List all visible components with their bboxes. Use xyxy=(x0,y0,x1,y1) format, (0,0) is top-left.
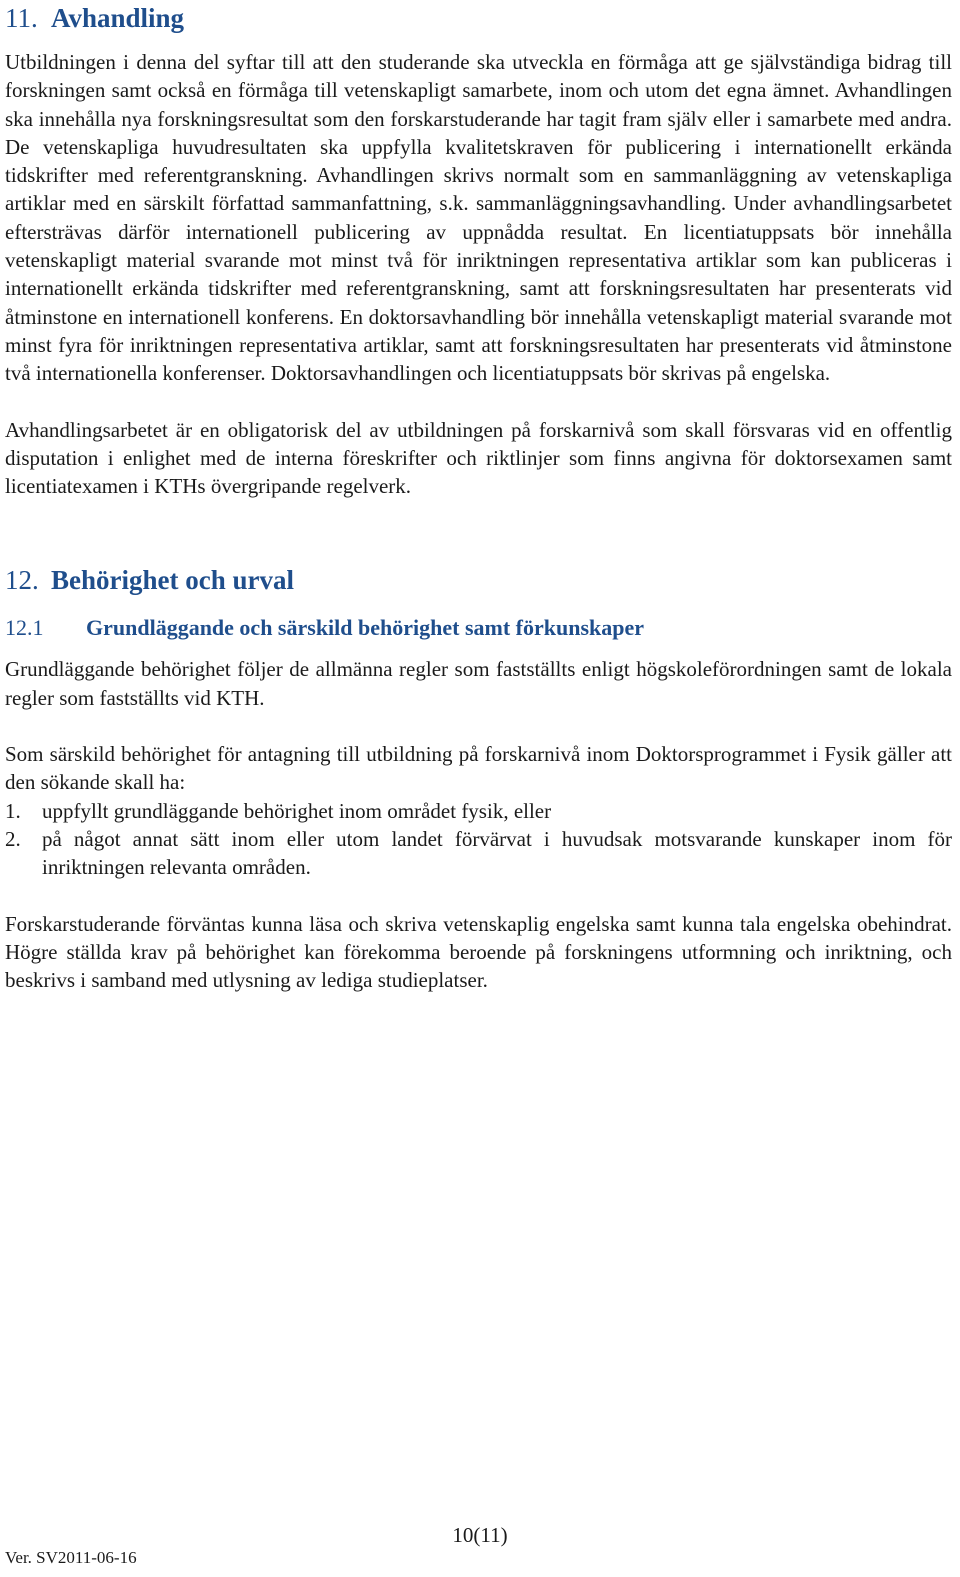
section-title: Avhandling xyxy=(51,3,185,33)
section-number: 12. xyxy=(5,565,39,596)
section-number: 11. xyxy=(5,3,38,33)
paragraph-sarskild: Som särskild behörighet för antagning till utbildning på forskarnivå inom Doktorsprogrammet i Fysik gäller att den sökande skall ha: xyxy=(5,742,952,795)
section-11-heading xyxy=(5,2,952,38)
list-marker: 1. xyxy=(5,798,21,823)
paragraph-avhandling-1: Utbildningen i denna del syftar till att den studerande ska utveckla en förmåga att ge självständiga bidrag till forskningen samt också en förmåga till vetenskapligt samarbete, inom och utom det egna ämnet. Avhandlingen ska innehålla nya forskningsresultat som den forskarstuderande har tagit fram själv eller i samarbete med andra. De vetenskapliga huvudresultaten ska uppfylla kvalitetskraven för publicering i internationellt erkända tidskrifter med referentgranskning. Avhandlingen skrivs normalt som en sammanläggning av vetenskapliga artiklar med en särskilt författad sammanfattning, s.k. sammanläggningsavhandling. Under avhandlingsarbetet eftersträvas därför internationell publicering av uppnådda resultat. En licentiatuppsats bör innehålla vetenskapligt material svarande mot minst två för inriktningen representativa artiklar som kan publiceras i internationellt erkända tidskrifter med referentgranskning, samt att forskningsresultaten har presenterats vid åtminstone en internationell konferens. En doktorsavhandling bör innehålla vetenskapligt material svarande mot minst fyra för inriktningen representativa artiklar, samt att forskningsresultaten har presenterats vid åtminstone två internationella konferenser. Doktorsavhandlingen och licentiatuppsats bör skrivas på engelska. xyxy=(5,50,952,386)
document-page xyxy=(5,0,952,994)
list-item-text: uppfyllt grundläggande behörighet inom området fysik, eller xyxy=(42,798,552,823)
requirements-list xyxy=(5,797,952,882)
subsection-title: Grundläggande och särskild behörighet samt förkunskaper xyxy=(86,615,645,641)
list-marker: 2. xyxy=(5,826,21,851)
subsection-12-1-heading xyxy=(5,614,952,642)
paragraph-avhandling-2: Avhandlingsarbetet är en obligatorisk del av utbildningen på forskarnivå som skall försvaras vid en offentlig disputation i enlighet med de interna föreskrifter och riktlinjer som finns angivna för doktorsexamen samt licentiatexamen i KTHs övergripande regelverk. xyxy=(5,417,952,499)
list-item-text: på något annat sätt inom eller utom landet förvärvat i huvudsak motsvarande kunskaper inom för inriktningen relevanta områden. xyxy=(42,826,952,880)
list-item xyxy=(5,797,952,825)
section-12-heading xyxy=(5,564,952,600)
paragraph-engelska: Forskarstuderande förväntas kunna läsa och skriva vetenskaplig engelska samt kunna tala engelska obehindrat. Högre ställda krav på behörighet kan förekomma beroende på forskningens utformning och inriktning, och beskrivs i samband med utlysning av lediga studieplatser. xyxy=(5,911,952,993)
subsection-number: 12.1 xyxy=(5,615,44,641)
version-label: Ver. SV2011-06-16 xyxy=(5,1548,137,1567)
paragraph-grundlaggande: Grundläggande behörighet följer de allmänna regler som fastställts enligt högskoleförordningen samt de lokala regler som fastställts vid KTH. xyxy=(5,657,952,710)
section-title: Behörighet och urval xyxy=(51,565,294,596)
page-number: 10(11) xyxy=(452,1523,508,1547)
list-item xyxy=(5,825,952,882)
